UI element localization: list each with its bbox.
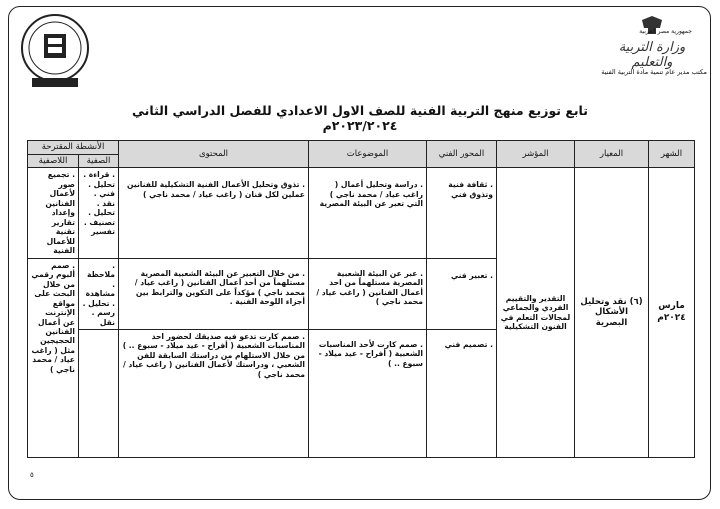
ministry-top-text: جمهورية مصر العربية — [639, 28, 692, 35]
classroom-activity-cell: . قراءة . تحليل . فني . نقد . تحليل . تصنيف . تفسير — [79, 168, 119, 258]
header-content: المحتوى — [119, 141, 309, 168]
header-activities: الأنشطة المقترحة — [28, 141, 119, 155]
topics-cell: . عبر عن البيئة الشعبية المصرية مستلهماً من احد أعمال الفنانين ( راغب عياد / محمد ناجي ) — [309, 258, 427, 329]
topics-cell: . دراسة وتحليل أعمال ( راغب عياد / محمد ناجي ) التي تعبر عن البيئة المصرية — [309, 168, 427, 258]
axis-cell: . تعبير فني — [427, 258, 497, 329]
page-number: ٥ — [30, 471, 34, 479]
axis-cell: . ثقافة فنية وتذوق فني — [427, 168, 497, 258]
content-cell: . صمم كارت تدعو فيه صديقك لحضور احد المناسبات الشعبية ( أفراح - عيد ميلاد - سبوع .. ) من خلال الاستلهام من دراستك السابقة للفن الشعبي ، ودراستك لأعمال الفنانين ( راغب عياد / محمد ناجي ) — [119, 330, 309, 458]
header-axis: المحور الفني — [427, 141, 497, 168]
month-cell: مارس ٢٠٢٤م — [649, 168, 695, 458]
classroom-activity-cell — [79, 330, 119, 458]
standard-cell: (٦) نقد وتحليل الأشكال البصرية — [575, 168, 649, 458]
header-topics: الموضوعات — [309, 141, 427, 168]
curriculum-table — [27, 140, 695, 458]
institution-seal-logo — [18, 12, 92, 90]
header-classroom: الصفية — [79, 154, 119, 168]
table-row — [28, 168, 695, 258]
axis-cell: . تصميم فني — [427, 330, 497, 458]
header-extracurricular: اللاصفية — [28, 154, 79, 168]
topics-cell: . صمم كارت لأحد المناسبات الشعبية ( أفراح - عيد ميلاد - سبوع .. ) — [309, 330, 427, 458]
extracurricular-activity-cell: . صمم ألبوم رقمي من خلال البحث على مواقع الإنترنت عن أعمال الفنانين الحجيجين مثل ( راغب عياد / محمد ناجي ) — [28, 258, 79, 457]
header-standard: المعيار — [575, 141, 649, 168]
document-title: تابع توزيع منهج التربية الفنية للصف الاول الاعدادي للفصل الدراسي الثاني ٢٠٢٣/٢٠٢٤م — [132, 103, 588, 133]
header-month: الشهر — [649, 141, 695, 168]
header-indicator: المؤشر — [497, 141, 575, 168]
ministry-office: مكتب مدير عام تنمية مادة التربية الفنية — [601, 68, 707, 76]
extracurricular-activity-cell: . تجميع صور لأعمال الفنانين وإعداد تقارير تقنية للأعمال الفنية — [28, 168, 79, 258]
content-cell: . من خلال التعبير عن البيئة الشعبية المصرية مستلهماً من أحد أعمال الفنانين ( راغب عياد / محمد ناجي ) مؤكداً على التكوين والترابط بين أجزاء اللوحة الفنية . — [119, 258, 309, 329]
content-cell: . تذوق وتحليل الأعمال الفنية التشكيلية للفنانين عملين لكل فنان ( راغب عياد / محمد ناجي ) — [119, 168, 309, 258]
ministry-name: وزارة التربية والتعليم — [618, 40, 686, 70]
indicator-cell: التقدير والتقييم الفردي والجماعي لمجالات التعلم في الفنون التشكيلية — [497, 168, 575, 458]
classroom-activity-cell: . ملاحظة . مشاهدة . تحليل . رسم . نقل — [79, 258, 119, 329]
